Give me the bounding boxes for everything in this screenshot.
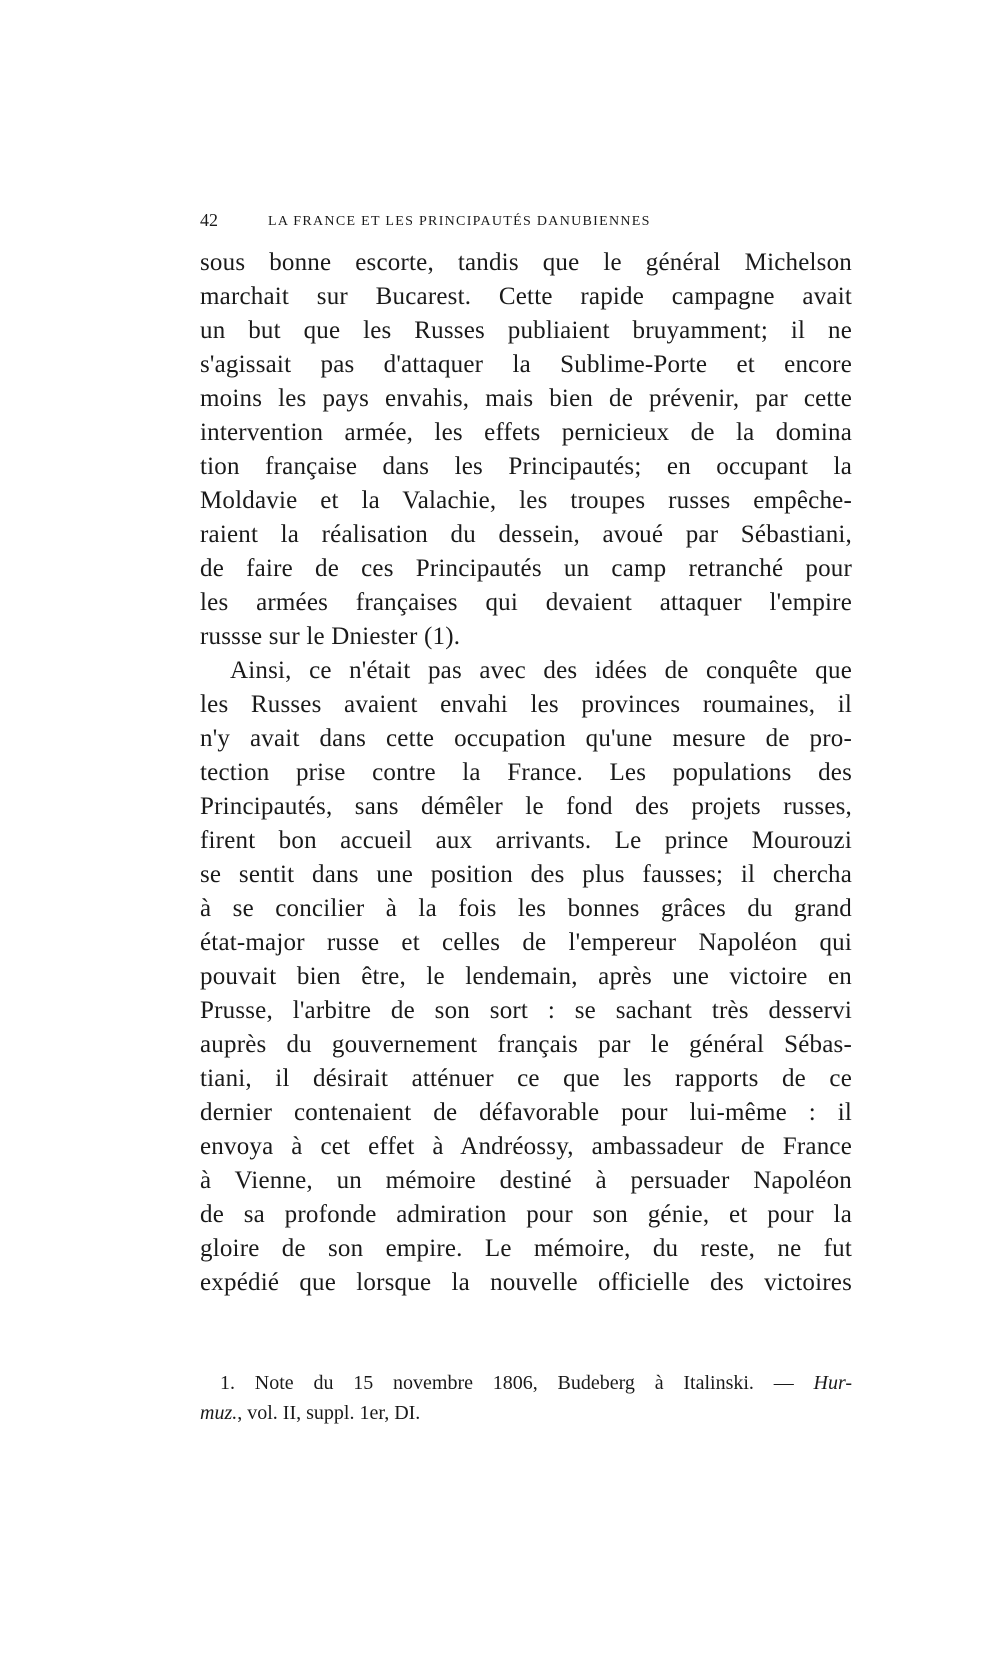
text-line: marchait sur Bucarest. Cette rapide campagne avait	[200, 283, 852, 310]
text-line: de sa profonde admiration pour son génie, et pour la	[200, 1201, 852, 1228]
text-line: Principautés, sans démêler le fond des projets russes,	[200, 793, 852, 820]
footnote-italic: Hur-	[813, 1372, 852, 1394]
footnote-italic: muz.	[200, 1402, 238, 1424]
footnote-text: 1. Note du 15 novembre 1806, Budeberg à Italinski. —	[220, 1372, 814, 1394]
text-line: tion française dans les Principautés; en occupant la	[200, 453, 852, 480]
footnote-line	[200, 1368, 852, 1398]
text-line: un but que les Russes publiaient bruyamment; il ne	[200, 317, 852, 344]
text-line: envoya à cet effet à Andréossy, ambassadeur de France	[200, 1133, 852, 1160]
running-title: LA FRANCE ET LES PRINCIPAUTÉS DANUBIENNES	[268, 214, 651, 229]
text-line: gloire de son empire. Le mémoire, du reste, ne fut	[200, 1235, 852, 1262]
text-line: tiani, il désirait atténuer ce que les rapports de ce	[200, 1065, 852, 1092]
text-line: à se concilier à la fois les bonnes grâces du grand	[200, 895, 852, 922]
text-line: raient la réalisation du dessein, avoué par Sébastiani,	[200, 521, 852, 548]
text-line: dernier contenaient de défavorable pour lui-même : il	[200, 1099, 852, 1126]
text-line: s'agissait pas d'attaquer la Sublime-Porte et encore	[200, 351, 852, 378]
text-line: à Vienne, un mémoire destiné à persuader Napoléon	[200, 1167, 852, 1194]
text-line: Moldavie et la Valachie, les troupes russes empêche-	[200, 487, 852, 514]
body-text	[200, 246, 852, 1300]
text-line: se sentit dans une position des plus fausses; il chercha	[200, 861, 852, 888]
text-line: auprès du gouvernement français par le général Sébas-	[200, 1031, 852, 1058]
footnote-text: , vol. II, suppl. 1er, DI.	[237, 1402, 421, 1424]
text-line: Ainsi, ce n'était pas avec des idées de conquête que	[230, 657, 852, 684]
text-line: état-major russe et celles de l'empereur Napoléon qui	[200, 929, 852, 956]
text-line: de faire de ces Principautés un camp retranché pour	[200, 555, 852, 582]
footnotes	[200, 1368, 852, 1428]
text-line: pouvait bien être, le lendemain, après une victoire en	[200, 963, 852, 990]
text-line: moins les pays envahis, mais bien de prévenir, par cette	[200, 385, 852, 412]
text-line: les armées françaises qui devaient attaquer l'empire	[200, 589, 852, 616]
text-line: expédié que lorsque la nouvelle officielle des victoires	[200, 1269, 852, 1296]
text-line: Prusse, l'arbitre de son sort : se sachant très desservi	[200, 997, 852, 1024]
text-line: tection prise contre la France. Les populations des	[200, 759, 852, 786]
text-line: sous bonne escorte, tandis que le général Michelson	[200, 249, 852, 276]
text-line: n'y avait dans cette occupation qu'une mesure de pro-	[200, 725, 852, 752]
text-line: les Russes avaient envahi les provinces roumaines, il	[200, 691, 852, 718]
text-line: firent bon accueil aux arrivants. Le prince Mourouzi	[200, 827, 852, 854]
page-number: 42	[200, 210, 218, 230]
footnote-line	[200, 1398, 852, 1428]
running-head	[200, 208, 850, 234]
text-line: intervention armée, les effets pernicieux de la domina	[200, 419, 852, 446]
text-line: russse sur le Dniester (1).	[200, 623, 461, 650]
